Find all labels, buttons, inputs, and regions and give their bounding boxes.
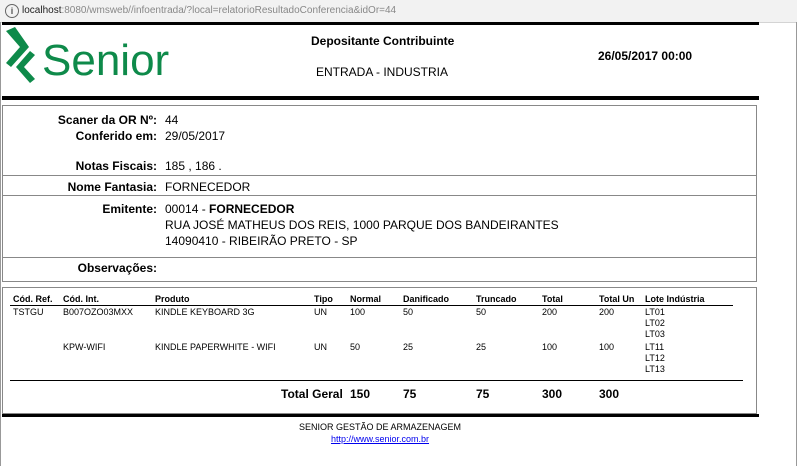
- senior-logo: [2, 25, 188, 89]
- nome-fantasia-value: FORNECEDOR: [165, 180, 251, 194]
- footer-company: SENIOR GESTÃO DE ARMAZENAGEM: [298, 422, 462, 432]
- cell-cod-int: B007OZO03MXX: [63, 307, 134, 317]
- cell-danificado: 50: [403, 307, 414, 317]
- cell-truncado: 50: [476, 307, 487, 317]
- observacoes-label: Observações:: [77, 261, 157, 275]
- col-header-tipo: Tipo: [314, 294, 333, 304]
- notas-fiscais-label: Notas Fiscais:: [75, 159, 157, 173]
- cell-produto: KINDLE KEYBOARD 3G: [155, 307, 255, 317]
- emitente-code: 00014 -: [165, 202, 210, 216]
- table-header-rule: [10, 305, 733, 306]
- totals-rule: [10, 380, 743, 381]
- info-separator: [3, 195, 756, 196]
- cell-lote: LT13: [645, 364, 665, 374]
- col-header-truncado: Truncado: [476, 294, 517, 304]
- info-icon[interactable]: i: [5, 4, 19, 18]
- cell-tipo: UN: [314, 342, 327, 352]
- col-header-produto: Produto: [155, 294, 190, 304]
- emitente-address: RUA JOSÉ MATHEUS DOS REIS, 1000 PARQUE DOS BANDEIRANTES: [165, 218, 559, 232]
- conferido-label: Conferido em:: [75, 129, 157, 143]
- report-title: Depositante Contribuinte: [311, 34, 455, 48]
- notas-fiscais-value: 185 , 186 .: [165, 159, 222, 173]
- emitente-city: 14090410 - RIBEIRÃO PRETO - SP: [165, 234, 358, 248]
- cell-total: 200: [542, 307, 558, 317]
- logo-mark-icon: [6, 27, 35, 83]
- cell-truncado: 25: [476, 342, 487, 352]
- cell-normal: 100: [350, 307, 366, 317]
- total-normal: 150: [350, 387, 371, 401]
- conferido-value: 29/05/2017: [165, 129, 226, 143]
- footer-rule: [2, 414, 759, 417]
- scan-label: Scaner da OR Nº:: [57, 113, 157, 127]
- col-header-danificado: Danificado: [403, 294, 450, 304]
- info-separator: [3, 257, 756, 258]
- report-datetime: 26/05/2017 00:00: [598, 49, 693, 63]
- total-geral-label: Total Geral: [281, 387, 343, 401]
- cell-lote: LT12: [645, 353, 665, 363]
- cell-cod-ref: TSTGU: [13, 307, 44, 317]
- col-header-total-un: Total Un: [599, 294, 635, 304]
- info-separator: [3, 175, 756, 176]
- total-total-un: 300: [599, 387, 620, 401]
- cell-lote: LT01: [645, 307, 665, 317]
- col-header-total: Total: [542, 294, 563, 304]
- col-header-cod-ref: Cód. Ref.: [13, 294, 53, 304]
- footer-link[interactable]: http://www.senior.com.br: [330, 434, 430, 444]
- url-text[interactable]: [22, 5, 396, 16]
- cell-danificado: 25: [403, 342, 414, 352]
- cell-lote: LT02: [645, 318, 665, 328]
- emitente-id: [165, 202, 294, 216]
- col-header-lote-industria: Lote Indústria: [645, 294, 705, 304]
- logo-wordmark: Senior: [42, 36, 170, 85]
- cell-total-un: 100: [599, 342, 615, 352]
- cell-normal: 50: [350, 342, 361, 352]
- cell-lote: LT11: [645, 342, 665, 352]
- header-bottom-rule: [2, 96, 759, 100]
- report-subtitle: ENTRADA - INDUSTRIA: [316, 65, 449, 79]
- url-host: localhost: [22, 5, 62, 16]
- scan-value: 44: [165, 113, 179, 127]
- url-path: :8080/wmsweb//infoentrada/?local=relatorioResultadoConferencia&idOr=44: [61, 5, 397, 16]
- total-danificado: 75: [403, 387, 417, 401]
- total-truncado: 75: [476, 387, 490, 401]
- address-bar[interactable]: [0, 0, 797, 23]
- emitente-name: FORNECEDOR: [209, 202, 295, 216]
- cell-produto: KINDLE PAPERWHITE - WIFI: [155, 342, 276, 352]
- header-top-rule: [2, 22, 759, 25]
- cell-tipo: UN: [314, 307, 327, 317]
- report-page: [0, 22, 797, 466]
- emitente-label: Emitente:: [102, 202, 157, 216]
- col-header-cod-int: Cód. Int.: [63, 294, 99, 304]
- page-border-left: [0, 22, 1, 466]
- total-total: 300: [542, 387, 563, 401]
- footer-link-wrap: [0, 434, 760, 444]
- cell-lote: LT03: [645, 329, 665, 339]
- cell-total: 100: [542, 342, 558, 352]
- cell-cod-int: KPW-WIFI: [63, 342, 106, 352]
- cell-total-un: 200: [599, 307, 615, 317]
- nome-fantasia-label: Nome Fantasia:: [67, 180, 157, 194]
- col-header-normal: Normal: [350, 294, 382, 304]
